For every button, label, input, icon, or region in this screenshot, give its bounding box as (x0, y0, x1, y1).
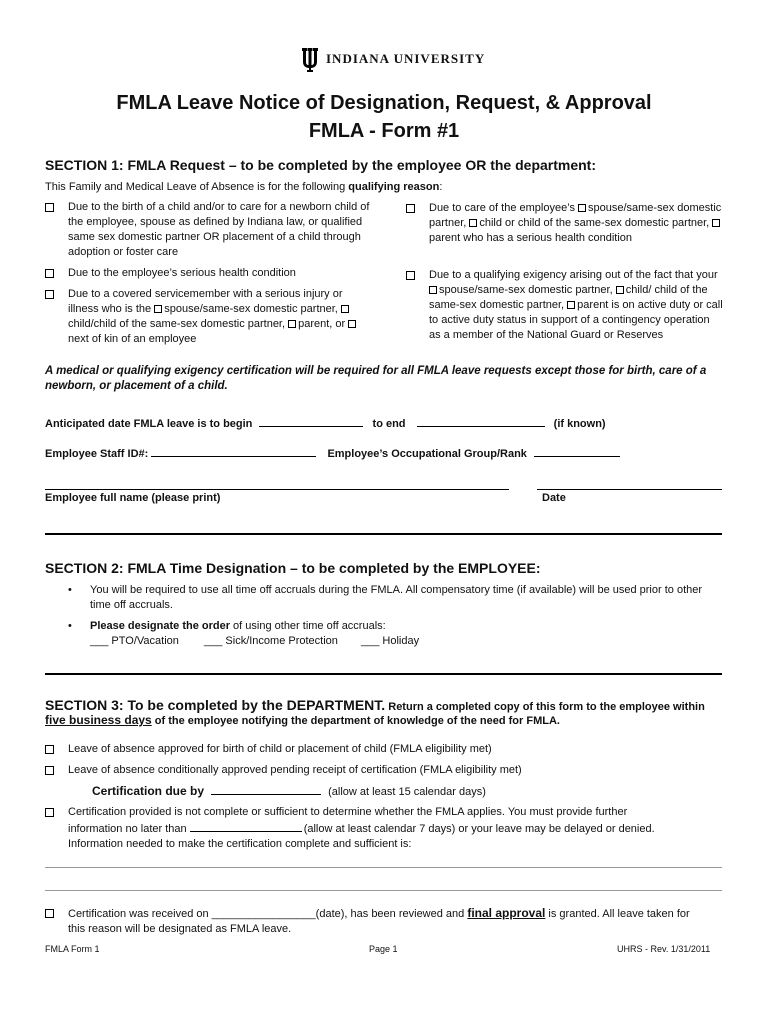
section3-instruction: five business days of the employee notifying the department of knowledge of the need for FMLA. (45, 713, 560, 727)
checkbox[interactable] (45, 203, 54, 212)
reason-serious-label: Due to the employee’s serious health condition (68, 267, 296, 279)
reason-care-label: Due to care of the employee’s spouse/same-sex domestic partner, child or child of the same-sex domestic partner, parent who has a serious health condition (429, 202, 722, 244)
child-checkbox[interactable] (469, 219, 477, 227)
checkbox[interactable] (45, 745, 54, 754)
spouse-checkbox[interactable] (429, 286, 437, 294)
section1-heading: SECTION 1: FMLA Request – to be completed by the employee OR the department: (45, 157, 597, 173)
accrual-bullet: • You will be required to use all time off accruals during the FMLA. All compensatory time (if available) will be used prior to other time off accruals. (68, 583, 724, 613)
section-divider (45, 673, 722, 675)
university-logo (300, 46, 485, 72)
cert-due-field[interactable] (211, 783, 321, 795)
checkbox[interactable] (406, 204, 415, 213)
reason-birth-label: Due to the birth of a child and/or to care for a newborn child of the employee, spouse as defined by Indiana law, or qualified same sex domestic partner OR placement of a child through adoption or foster care (68, 201, 370, 258)
reason-servicemember-label: Due to a covered servicemember with a serious injury or illness who is the spouse/same-sex domestic partner, child/child of the same-sex domestic partner, parent, or next of kin of an employee (68, 287, 375, 347)
university-name: INDIANA UNIVERSITY (326, 51, 486, 66)
spouse-checkbox[interactable] (154, 305, 162, 313)
info-deadline-field[interactable] (190, 820, 302, 832)
end-date-label: to end (372, 418, 406, 430)
dept-option-approved[interactable]: Leave of absence approved for birth of child or placement of child (FMLA eligibility met) (45, 742, 725, 757)
section1-intro: This Family and Medical Leave of Absence is for the following qualifying reason: (45, 181, 443, 193)
checkbox[interactable] (45, 766, 54, 775)
form-title: FMLA Leave Notice of Designation, Request, & Approval (116, 92, 652, 114)
accrual-text: You will be required to use all time off accruals during the FMLA. All compensatory time (if available) will be used prior to other time off accruals. (90, 584, 703, 611)
dept-option-incomplete[interactable]: Certification provided is not complete or sufficient to determine whether the FMLA applies. You must provide further information no later than (allow at least calendar 7 days) or your leave may be delayed or denied. Information needed to make the certification complete and sufficient is: (45, 805, 725, 852)
child-checkbox[interactable] (341, 305, 349, 313)
form-subtitle: FMLA - Form #1 (308, 120, 460, 142)
reason-exigency-label: Due to a qualifying exigency arising out of the fact that your spouse/same-sex domestic partner, child/ child of the same-sex domestic partner, parent is on active duty or call to active duty status in support of a contingency operation as a member of the National Guard or Reserves (429, 269, 723, 341)
cert-due-note: (allow at least 15 calendar days) (328, 786, 486, 798)
iu-trident-icon (300, 46, 320, 72)
occupational-group-label: Employee’s Occupational Group/Rank (327, 448, 527, 460)
checkbox[interactable] (45, 909, 54, 918)
checkbox[interactable] (45, 269, 54, 278)
checkbox[interactable] (45, 290, 54, 299)
section3-heading: SECTION 3: To be completed by the DEPARTMENT. Return a completed copy of this form to the employee within (45, 697, 705, 713)
reason-servicemember-option[interactable] (45, 287, 375, 347)
employee-name-label: Employee full name (please print) (45, 492, 221, 504)
spouse-checkbox[interactable] (578, 204, 586, 212)
info-needed-line[interactable] (45, 867, 722, 868)
dept-option-final-approval[interactable]: Certification was received on _________________(date), has been reviewed and final approval is granted. All leave taken for this reason will be designated as FMLA leave. (45, 906, 725, 937)
next-of-kin-checkbox[interactable] (348, 320, 356, 328)
pto-option[interactable]: ___ PTO/Vacation (90, 635, 179, 647)
reason-care-option[interactable] (406, 201, 724, 246)
checkbox[interactable] (45, 808, 54, 817)
certification-note: A medical or qualifying exigency certification will be required for all FMLA leave requests except those for birth, care of a newborn, or placement of a child. (45, 365, 707, 392)
parent-checkbox[interactable] (567, 301, 575, 309)
holiday-option[interactable]: ___ Holiday (361, 635, 420, 647)
begin-date-label: Anticipated date FMLA leave is to begin (45, 418, 253, 430)
if-known-label: (if known) (553, 418, 606, 430)
section2-heading: SECTION 2: FMLA Time Designation – to be completed by the EMPLOYEE: (45, 560, 541, 576)
staff-id-label: Employee Staff ID#: (45, 448, 149, 460)
footer-form-id: FMLA Form 1 (45, 944, 100, 954)
checkbox[interactable] (406, 271, 415, 280)
footer-revision: UHRS - Rev. 1/31/2011 (617, 944, 711, 954)
footer-page-number: Page 1 (369, 944, 398, 954)
designate-bullet: • Please designate the order of using other time off accruals: (68, 620, 386, 632)
occupational-group-field[interactable] (534, 445, 620, 457)
parent-checkbox[interactable] (288, 320, 296, 328)
dept-option-conditional[interactable]: Leave of absence conditionally approved pending receipt of certification (FMLA eligibility met) (45, 763, 725, 778)
begin-date-field[interactable] (259, 415, 363, 427)
sick-option[interactable]: ___ Sick/Income Protection (204, 635, 338, 647)
section-divider (45, 533, 722, 535)
reason-birth-option[interactable] (45, 200, 375, 260)
cert-due-row (92, 783, 486, 800)
reason-serious-option[interactable] (45, 266, 375, 281)
info-needed-line[interactable] (45, 890, 722, 891)
staff-row (45, 445, 620, 462)
end-date-field[interactable] (417, 415, 545, 427)
parent-checkbox[interactable] (712, 219, 720, 227)
cert-due-label: Certification due by (92, 784, 205, 798)
child-checkbox[interactable] (616, 286, 624, 294)
leave-dates-row (45, 415, 606, 432)
reason-exigency-option[interactable] (406, 268, 724, 343)
staff-id-field[interactable] (151, 445, 316, 457)
date-field[interactable] (537, 489, 722, 490)
date-label: Date (542, 492, 566, 504)
employee-name-field[interactable] (45, 489, 509, 490)
